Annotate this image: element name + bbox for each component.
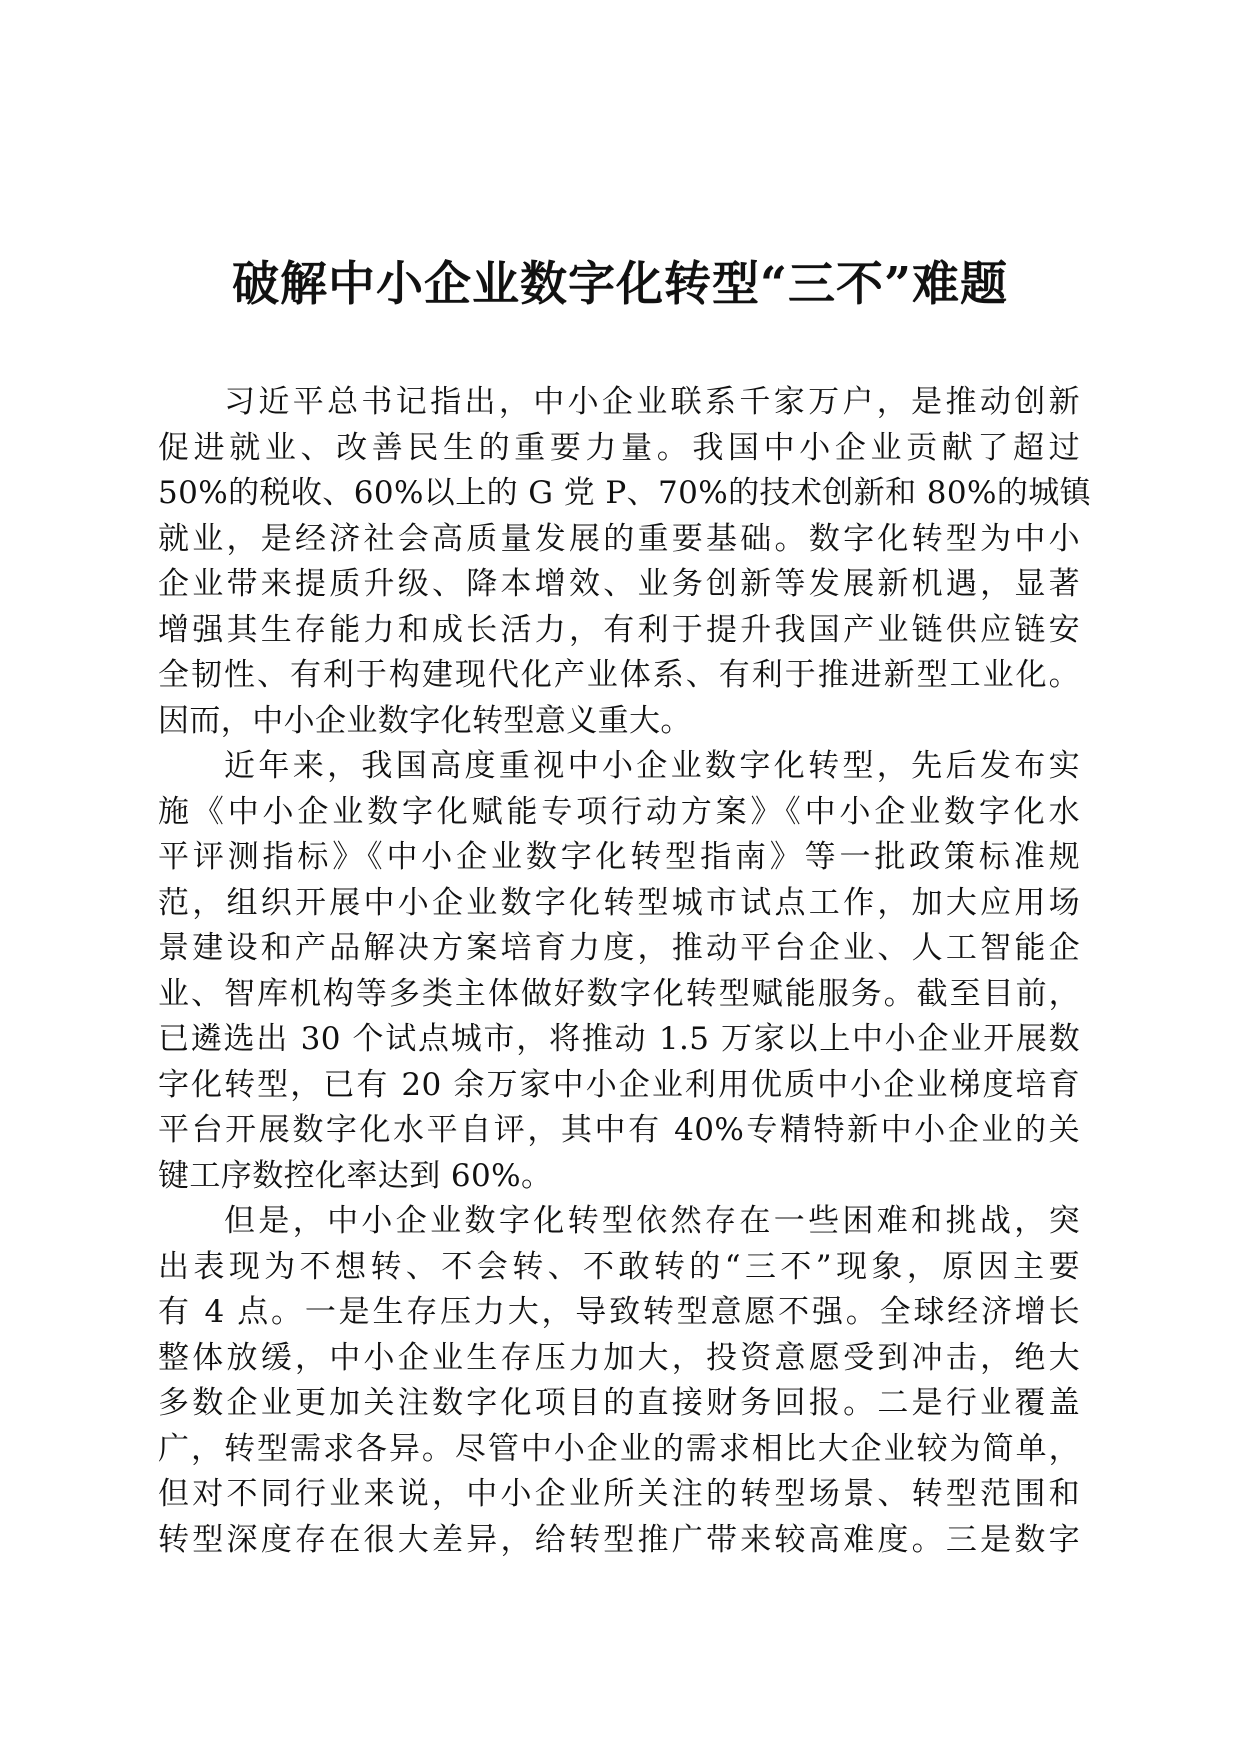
text-line: 景建设和产品解决方案培育力度，推动平台企业、人工智能企 (158, 930, 1080, 966)
text-line: 施《中小企业数字化赋能专项行动方案》《中小企业数字化水 (158, 793, 1080, 830)
text-line: 字化转型，已有 20 余万家中小企业利用优质中小企业梯度培育 (158, 1066, 1080, 1103)
text-line: 就业，是经济社会高质量发展的重要基础。数字化转型为中小 (158, 520, 1080, 557)
text-line: 业、智库机构等多类主体做好数字化转型赋能服务。截至目前， (158, 975, 1080, 1012)
text-line: 企业带来提质升级、降本增效、业务创新等发展新机遇，显著 (158, 566, 1080, 602)
document-title: 破解中小企业数字化转型“三不”难题 (231, 257, 1009, 312)
text-line: 因而，中小企业数字化转型意义重大。 (158, 702, 692, 739)
document-body (158, 380, 1092, 1563)
text-line: 范，组织开展中小企业数字化转型城市试点工作，加大应用场 (158, 884, 1080, 921)
text-line: 键工序数控化率达到 60%。 (158, 1157, 553, 1194)
text-line: 习近平总书记指出，中小企业联系千家万户，是推动创新 (224, 384, 1080, 420)
text-line: 出表现为不想转、不会转、不敢转的“三不”现象，原因主要 (158, 1248, 1080, 1285)
text-line: 已遴选出 30 个试点城市，将推动 1.5 万家以上中小企业开展数 (158, 1021, 1080, 1057)
text-line: 但对不同行业来说，中小企业所关注的转型场景、转型范围和 (158, 1476, 1080, 1512)
text-line: 全韧性、有利于构建现代化产业体系、有利于推进新型工业化。 (158, 657, 1080, 693)
text-line: 平评测指标》《中小企业数字化转型指南》等一批政策标准规 (158, 839, 1080, 875)
text-line: 广，转型需求各异。尽管中小企业的需求相比大企业较为简单， (158, 1430, 1080, 1467)
text-line: 促进就业、改善民生的重要力量。我国中小企业贡献了超过 (158, 429, 1080, 466)
text-line: 有 4 点。一是生存压力大，导致转型意愿不强。全球经济增长 (158, 1294, 1080, 1330)
text-line: 转型深度存在很大差异，给转型推广带来较高难度。三是数字 (158, 1521, 1080, 1558)
text-line: 整体放缓，中小企业生存压力加大，投资意愿受到冲击，绝大 (158, 1339, 1080, 1376)
text-line: 近年来，我国高度重视中小企业数字化转型，先后发布实 (224, 748, 1080, 784)
text-line: 50%的税收、60%以上的 G 党 P、70%的技术创新和 80%的城镇 (158, 475, 1092, 511)
text-line: 增强其生存能力和成长活力，有利于提升我国产业链供应链安 (158, 611, 1080, 648)
text-line: 平台开展数字化水平自评，其中有 40%专精特新中小企业的关 (158, 1112, 1080, 1148)
text-line: 但是，中小企业数字化转型依然存在一些困难和挑战，突 (224, 1203, 1080, 1239)
text-line: 多数企业更加关注数字化项目的直接财务回报。二是行业覆盖 (158, 1385, 1080, 1421)
